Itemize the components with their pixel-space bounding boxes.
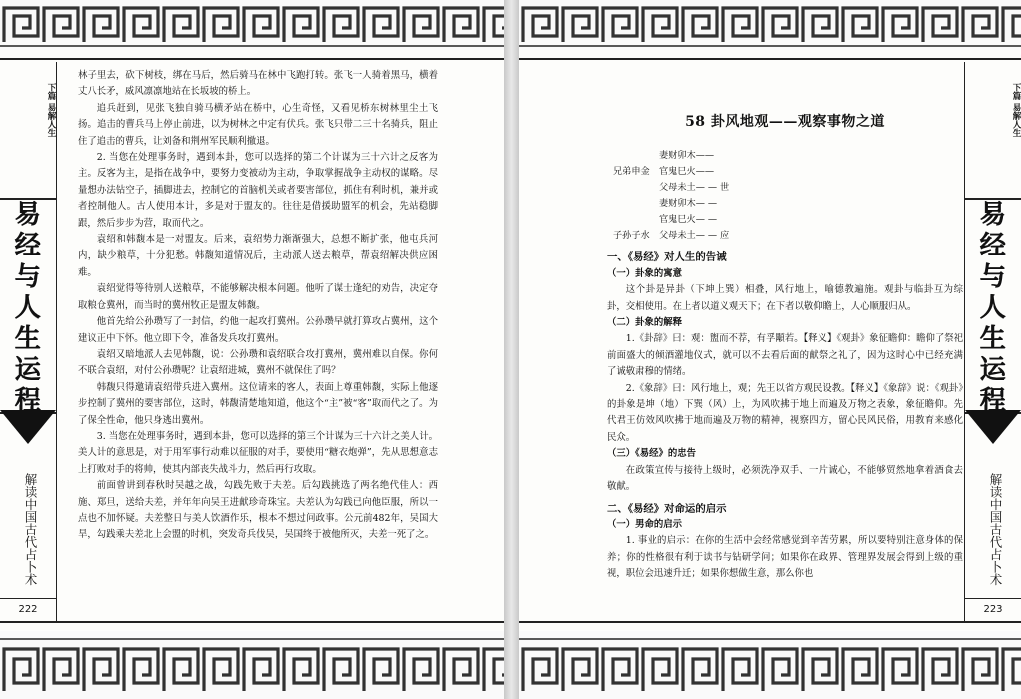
hexagram-table [613,148,963,244]
book-title-char: 运 [14,355,41,385]
hexagram-line [613,196,963,212]
hexagram-label [613,196,659,212]
paragraph: 3. 当您在处理事务时，遇到本卦，您可以选择的第三个计谋为三十六计之美人计。美人计的意思是，对于用军事行动难以征服的对手，要使用“糖衣炮弹”，先从思想意志上打败对手的将帅，使其内部丧失战斗力，然后再行攻取。 [78,430,438,475]
bottom-rule [0,621,504,623]
book-subtitle: 解读中国古代占卜术 [23,472,38,586]
book-title-char: 易 [979,200,1006,230]
left-body-text [78,68,438,544]
right-page [519,0,1021,699]
paragraph: 韩馥只得邀请袁绍带兵进入冀州。这位请来的客人，表面上尊重韩馥，实际上他逐步控制了冀州的要害部位，这时，韩馥清楚地知道，他这个“主”被“客”取而代之了。为了保全性命，他只身逃出冀州。 [78,381,438,426]
paragraph: 1. 事业的启示：在你的生活中会经常感觉到辛苦劳累，所以要特别注意身体的保养；你的性格很有利于读书与钻研学问；如果你在政界、管理界发展会得到上级的重视，职位会迅速升迁；如果你想做生意，那么你也 [607,535,963,580]
book-title-char: 人 [979,293,1006,323]
book-title-char: 生 [979,324,1006,354]
book-title-char: 易 [14,200,41,230]
top-rule [519,58,1021,60]
section-label: 下篇 易解人生 [46,83,56,137]
paragraph: 追兵赶到，见张飞独自骑马横矛站在桥中，心生奇怪，又看见桥东树林里尘土飞扬。追击的曹兵马上停止前进，以为树林之中定有伏兵。张飞只带二三十名骑兵，阻止住了追击的曹兵，让刘备和荆州军民顺利撤退。 [78,102,438,147]
bottom-rule [519,621,1021,623]
top-meander-border [0,0,504,50]
hexagram-label [613,212,659,228]
page-number: 223 [965,598,1021,621]
paragraph: 袁绍觉得等待别人送粮草，不能够解决根本问题。他听了谋士逢纪的劝告，决定夺取粮仓冀州，而当时的冀州牧正是盟友韩馥。 [78,283,438,311]
hexagram-yao: 官鬼巳火—— [659,166,715,178]
bottom-meander-border [0,631,504,699]
hexagram-line [613,180,963,196]
section-label: 下篇 易解人生 [1011,83,1021,137]
hexagram-label [613,180,659,196]
right-body-text [607,68,963,583]
hexagram-label: 兄弟申金 [613,166,650,178]
hexagram-yao: 官鬼巳火— — [659,214,718,226]
book-title-vertical [965,198,1021,414]
paragraph: 在政策宣传与接待上级时，必须洗净双手、一片诚心，不能够贸然地拿着酒食去敬献。 [607,464,963,493]
hexagram-yao: 父母未土— — 世 [659,182,730,194]
hexagram-line [613,148,963,164]
hexagram-yao: 父母未土— — 应 [659,230,730,242]
subsection-heading: （二）卦象的解释 [607,317,683,329]
subsection-heading: （一）男命的启示 [607,518,683,530]
paragraph: 前面曾讲到春秋时吴越之战，勾践先败于夫差。后勾践挑选了两名绝代佳人：西施、郑旦，送给夫差，并年年向吴王进献珍奇珠宝。夫差认为勾践已向他臣服，所以一点也不加怀疑。夫差整日与美人饮酒作乐，根本不想过问政事。公元前482年，吴国大旱，勾践乘夫差北上会盟的时机，突发奇兵伐吴，吴国终于被他所灭，夫差一死了之。 [78,480,438,541]
subsection-heading: （三）《易经》的忠告 [607,448,697,460]
book-title-vertical [0,198,56,414]
chapter-title: 58 卦风地观——观察事物之道 [685,114,885,130]
subsection-heading: （一）卦象的寓意 [607,267,683,279]
paragraph: 1.《卦辞》曰：观：盥而不荐，有孚顒若。【释义】《观卦》象征瞻仰：瞻仰了祭祀前面盛大的倾酒灌地仪式，就可以不去看后面的献祭之礼了，因为这时心中已经充满了诚敬肃穆的情绪。 [607,333,963,378]
top-meander-border [519,0,1021,50]
book-title-char: 经 [979,231,1006,261]
hexagram-line [613,164,963,180]
paragraph: 这个卦是异卦（下坤上巽）相叠，风行地上，喻德教遍施。观卦与临卦互为综卦，交相使用。在上者以道义观天下；在下者以敬仰瞻上，人心顺服归从。 [607,284,963,312]
book-title-char: 与 [14,262,41,292]
book-title-char: 经 [14,231,41,261]
page-number: 222 [0,598,56,621]
hexagram-label: 子孙子水 [613,230,650,242]
left-side-column [0,62,57,621]
paragraph: 2. 当您在处理事务时，遇到本卦，您可以选择的第二个计谋为三十六计之反客为主。反客为主，是指在战争中，要努力变被动为主动，争取掌握战争主动权的谋略。尽量想办法钻空子，插脚进去，控制它的首脑机关或者要害部位，抓住有利时机，兼并或者控制他人。古人使用本计，多是对于盟友的。往往是借援助盟军的机会，先站稳脚跟，然后步步为营，取而代之。 [78,152,438,229]
book-title-char: 生 [14,324,41,354]
paragraph: 林子里去，砍下树枝，绑在马后，然后骑马在林中飞跑打转。张飞一人骑着黑马，横着丈八长矛，威风凛凛地站在长坂坡的桥上。 [78,70,438,98]
hexagram-yao: 妻财卯木— — [659,198,718,210]
section-heading: 一、《易经》对人生的告诫 [607,251,727,264]
section-heading: 二、《易经》对命运的启示 [607,502,727,515]
left-page [0,0,504,699]
book-title-char: 程 [14,386,41,416]
paragraph: 他首先给公孙瓒写了一封信，约他一起攻打冀州。公孙瓒早就打算攻占冀州，这个建议正中下怀。他立即下令，准备发兵攻打冀州。 [78,316,438,344]
book-title-char: 与 [979,262,1006,292]
triangle-ornament [965,410,1021,444]
paragraph: 袁绍又暗地派人去见韩馥，说：公孙瓒和袁绍联合攻打冀州，冀州难以自保。你何不联合袁绍，对付公孙瓒呢？让袁绍进城，冀州不就保住了吗？ [78,348,438,377]
book-spine-gutter [504,0,519,699]
book-subtitle: 解读中国古代占卜术 [988,472,1003,586]
hexagram-yao: 妻财卯木—— [659,150,715,162]
right-side-column [964,62,1021,621]
book-title-char: 运 [979,355,1006,385]
hexagram-line [613,212,963,228]
book-title-char: 程 [979,386,1006,416]
paragraph: 2.《象辞》曰：风行地上，观；先王以省方观民设教。【释义】《象辞》说：《观卦》的卦象是坤（地）下巽（风）上，为风吹拂于地上而遍及万物之表象，象征瞻仰。先代君王仿效风吹拂于地而遍及万物的精神，视察四方，留心民风民俗，用教育来感化民众。 [607,382,963,443]
hexagram-line [613,228,963,244]
book-title-char: 人 [14,293,41,323]
paragraph: 袁绍和韩馥本是一对盟友。后来，袁绍势力渐渐强大，总想不断扩张，他屯兵河内，缺少粮草，十分犯愁。韩馥知道情况后，主动派人送去粮草，帮袁绍解决供应困难。 [78,234,438,278]
top-rule [0,58,504,60]
triangle-ornament [0,410,56,444]
hexagram-label [613,148,659,164]
bottom-meander-border [519,631,1021,699]
